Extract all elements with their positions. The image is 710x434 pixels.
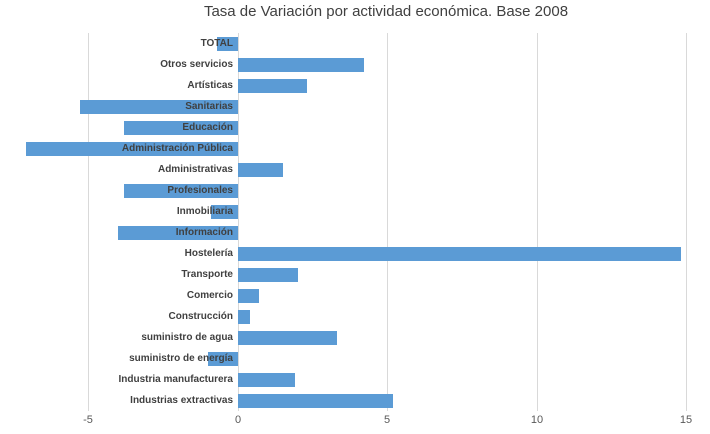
bar <box>238 394 393 408</box>
gridline <box>686 33 687 411</box>
x-axis-tick-label: 10 <box>530 414 544 426</box>
category-label: Transporte <box>181 269 233 280</box>
category-label: Industrias extractivas <box>130 395 233 406</box>
category-label: Administrativas <box>157 164 233 175</box>
bar <box>238 58 364 72</box>
bar <box>238 310 250 324</box>
bar <box>238 247 681 261</box>
bar <box>238 331 337 345</box>
bar <box>238 373 295 387</box>
category-label: Industria manufacturera <box>118 374 233 385</box>
category-label: Profesionales <box>167 185 233 196</box>
category-label: Educación <box>182 122 233 133</box>
category-label: Información <box>175 227 233 238</box>
category-label: TOTAL <box>200 38 233 49</box>
category-label: Otros servicios <box>160 59 233 70</box>
x-axis-tick-label: 5 <box>383 414 391 426</box>
category-label: Administración Pública <box>121 143 233 154</box>
category-label: suministro de energía <box>129 353 233 364</box>
chart-title: Tasa de Variación por actividad económica. Base 2008 <box>203 3 569 20</box>
bar <box>238 268 298 282</box>
category-label: Hostelería <box>184 248 233 259</box>
category-label: suministro de agua <box>141 332 233 343</box>
category-label: Construcción <box>168 311 233 322</box>
bar <box>238 289 259 303</box>
x-axis-tick-label: 0 <box>234 414 242 426</box>
x-axis-tick-label: 15 <box>679 414 693 426</box>
gridline <box>537 33 538 411</box>
category-label: Artísticas <box>187 80 233 91</box>
bar <box>238 163 283 177</box>
category-label: Sanitarias <box>185 101 233 112</box>
gridline <box>387 33 388 411</box>
category-label: Inmobiliaria <box>176 206 233 217</box>
x-axis-tick-label: -5 <box>83 414 93 426</box>
bar <box>238 79 307 93</box>
category-label: Comercio <box>186 290 233 301</box>
